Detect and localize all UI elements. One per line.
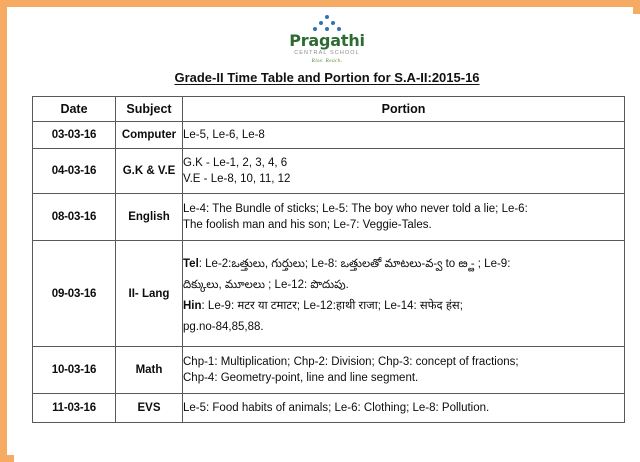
portion-line: Chp-4: Geometry-point, line and line segment. xyxy=(183,372,419,384)
logo-subtitle: CENTRAL SCHOOL xyxy=(294,50,360,56)
cell-date: 08-03-16 xyxy=(33,194,116,241)
cell-subject: EVS xyxy=(116,394,183,423)
table-header-row xyxy=(33,97,625,122)
table-row xyxy=(33,149,625,194)
cell-subject: English xyxy=(116,194,183,241)
cell-date: 04-03-16 xyxy=(33,149,116,194)
cell-subject: II- Lang xyxy=(116,241,183,347)
cell-subject: G.K & V.E xyxy=(116,149,183,194)
portion-line: The foolish man and his son; Le-7: Veggie-Tales. xyxy=(183,219,432,231)
portion-line: Le-5, Le-6, Le-8 xyxy=(183,129,265,141)
timetable-container xyxy=(32,96,624,423)
portion-line-hindi xyxy=(183,296,624,317)
column-header-date: Date xyxy=(33,97,116,122)
table-row xyxy=(33,122,625,149)
cell-portion xyxy=(183,394,625,423)
portion-line: G.K - Le-1, 2, 3, 4, 6 xyxy=(183,157,288,169)
column-header-portion: Portion xyxy=(183,97,625,122)
hindi-text-line2: pg.no-84,85,88. xyxy=(183,321,264,333)
logo-wordmark: Pragathi xyxy=(289,31,365,50)
portion-line: Le-4: The Bundle of sticks; Le-5: The boy who never told a lie; Le-6: xyxy=(183,203,528,215)
hindi-label: Hin xyxy=(183,300,202,312)
telugu-label: Tel xyxy=(183,258,199,270)
table-row xyxy=(33,394,625,423)
portion-line-telugu xyxy=(183,254,624,275)
school-logo xyxy=(14,14,640,66)
cell-date: 11-03-16 xyxy=(33,394,116,423)
cell-portion xyxy=(183,241,625,347)
telugu-text-line1: : Le-2:ఒత్తులు, గుర్తులు; Le-8: ఒత్తులతో మాటలు-వ-్వ to ఴ -్ఴ ; Le-9: xyxy=(198,258,511,270)
table-row xyxy=(33,241,625,347)
hindi-text-line1: : Le-9: मटर या टमाटर; Le-12:हाथी राजा; Le-14: सफेद हंस; xyxy=(201,300,463,312)
cell-date: 03-03-16 xyxy=(33,122,116,149)
cell-portion xyxy=(183,194,625,241)
table-row xyxy=(33,194,625,241)
cell-portion xyxy=(183,149,625,194)
telugu-text-line2: దిక్కులు, మూలలు ; Le-12: పొదుపు. xyxy=(183,279,349,291)
portion-line: Le-5: Food habits of animals; Le-6: Clothing; Le-8: Pollution. xyxy=(183,402,490,414)
column-header-subject: Subject xyxy=(116,97,183,122)
cell-portion xyxy=(183,347,625,394)
cell-portion xyxy=(183,122,625,149)
timetable xyxy=(32,96,625,423)
cell-subject: Computer xyxy=(116,122,183,149)
page-content-area xyxy=(14,14,640,462)
cell-date: 10-03-16 xyxy=(33,347,116,394)
page-title: Grade-II Time Table and Portion for S.A-II:2015-16 xyxy=(174,70,480,85)
portion-line: Chp-1: Multiplication; Chp-2: Division; Chp-3: concept of fractions; xyxy=(183,356,519,368)
cell-subject: Math xyxy=(116,347,183,394)
table-row xyxy=(33,347,625,394)
logo-tagline: Rise. Reach. xyxy=(311,58,343,64)
portion-line: V.E - Le-8, 10, 11, 12 xyxy=(183,173,291,185)
cell-date: 09-03-16 xyxy=(33,241,116,347)
logo-dots-icon xyxy=(310,15,344,32)
